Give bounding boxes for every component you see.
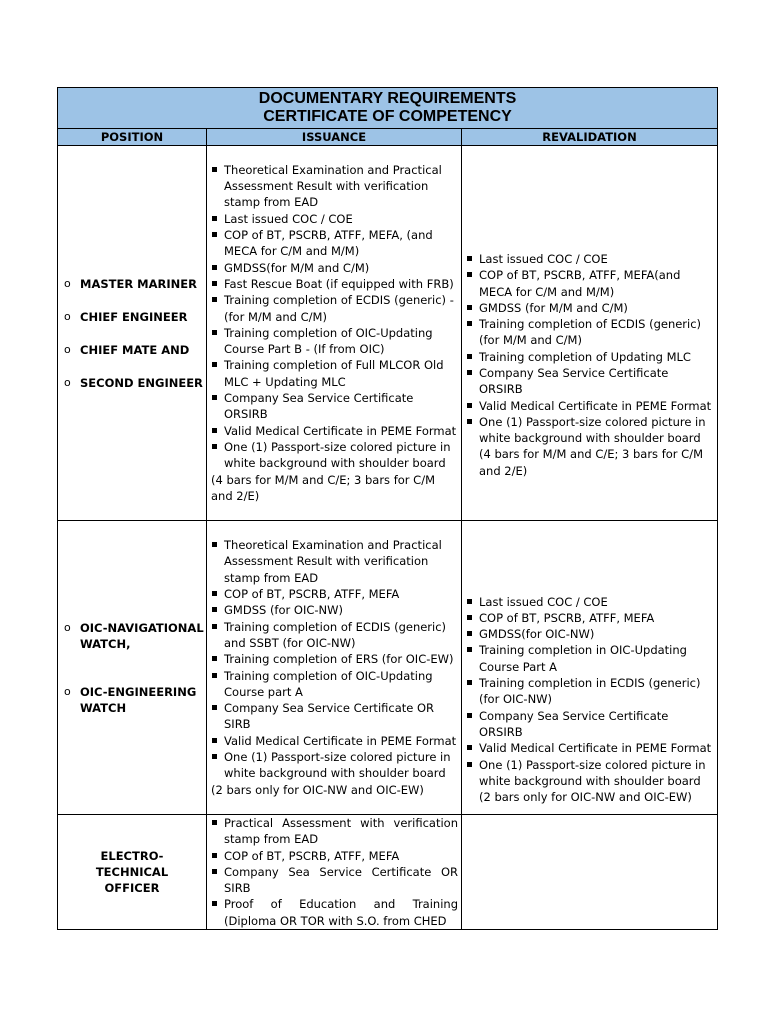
list-item: Company Sea Service Certificate ORSIRB bbox=[466, 365, 714, 398]
list-item: Proof of Education and Training (Diploma OR TOR with S.O. from CHED bbox=[211, 896, 458, 929]
table-row bbox=[58, 146, 718, 521]
list-item: One (1) Passport-size colored picture in white background with shoulder board bbox=[211, 439, 458, 472]
revalidation-list bbox=[462, 530, 717, 806]
list-item: GMDSS (for OIC-NW) bbox=[211, 602, 458, 618]
revalidation-cell bbox=[462, 521, 718, 815]
list-item: Training completion of OIC-Updating Course part A bbox=[211, 668, 458, 701]
list-item: Theoretical Examination and Practical Assessment Result with verification stamp from EAD bbox=[211, 537, 458, 586]
list-item: COP of BT, PSCRB, ATFF, MEFA, (and MECA for C/M and M/M) bbox=[211, 227, 458, 260]
list-item: Company Sea Service Certificate ORSIRB bbox=[211, 390, 458, 423]
list-item: Theoretical Examination and Practical Assessment Result with verification stamp from EAD bbox=[211, 162, 458, 211]
issuance-list bbox=[207, 815, 461, 929]
document-title: DOCUMENTARY REQUIREMENTS bbox=[258, 90, 517, 107]
list-item: Company Sea Service Certificate OR SIRB bbox=[211, 864, 458, 897]
position-item: o CHIEF ENGINEER bbox=[64, 309, 188, 324]
issuance-list bbox=[207, 162, 461, 504]
position-list bbox=[58, 276, 206, 391]
list-item: Training completion in ECDIS (generic) (for OIC-NW) bbox=[466, 675, 714, 708]
list-item: GMDSS (for M/M and C/M) bbox=[466, 300, 714, 316]
position-cell bbox=[58, 815, 207, 930]
list-item: Training completion of Full MLCOR Old MLC + Updating MLC bbox=[211, 357, 458, 390]
list-item: GMDSS(for M/M and C/M) bbox=[211, 260, 458, 276]
table-row bbox=[58, 521, 718, 815]
position-item: o SECOND ENGINEER bbox=[64, 375, 203, 390]
list-item: COP of BT, PSCRB, ATFF, MEFA bbox=[211, 586, 458, 602]
position-cell bbox=[58, 146, 207, 521]
revalidation-cell bbox=[462, 815, 718, 930]
revalidation-cell bbox=[462, 146, 718, 521]
list-item: Valid Medical Certificate in PEME Format bbox=[211, 733, 458, 749]
list-item: Training completion of ECDIS (generic) - (for M/M and C/M) bbox=[211, 292, 458, 325]
list-item: Practical Assessment with verification stamp from EAD bbox=[211, 815, 458, 848]
list-item: Training completion of ECDIS (generic)(for M/M and C/M) bbox=[466, 316, 714, 349]
position-item: o MASTER MARINER bbox=[64, 276, 197, 291]
list-item: Valid Medical Certificate in PEME Format bbox=[466, 740, 714, 756]
position-cell bbox=[58, 521, 207, 815]
list-item: GMDSS(for OIC-NW) bbox=[466, 626, 714, 642]
list-item: Training completion of ECDIS (generic) and SSBT (for OIC-NW) bbox=[211, 619, 458, 652]
header-position: POSITION bbox=[58, 129, 207, 146]
list-item: Training completion of OIC-Updating Course Part B - (If from OIC) bbox=[211, 325, 458, 358]
list-item: Fast Rescue Boat (if equipped with FRB) bbox=[211, 276, 458, 292]
position-item: ELECTRO-TECHNICAL OFFICER bbox=[95, 849, 169, 896]
list-item-note: (2 bars only for OIC-NW and OIC-EW) bbox=[211, 782, 424, 797]
list-item: Last issued COC / COE bbox=[211, 211, 458, 227]
list-item-note: (4 bars for M/M and C/E; 3 bars for C/M and 2/E) bbox=[211, 472, 436, 503]
list-item: Valid Medical Certificate in PEME Format bbox=[466, 398, 714, 414]
list-item: One (1) Passport-size colored picture in white background with shoulder board (4 bars for M/M and C/E; 3 bars for C/M and 2/E) bbox=[466, 414, 714, 479]
requirements-table bbox=[57, 87, 718, 930]
issuance-cell bbox=[207, 146, 462, 521]
list-item: Valid Medical Certificate in PEME Format bbox=[211, 423, 458, 439]
list-item: Last issued COC / COE bbox=[466, 251, 714, 267]
list-item: Training completion of ERS (for OIC-EW) bbox=[211, 651, 458, 667]
revalidation-list bbox=[462, 187, 717, 479]
issuance-list bbox=[207, 537, 461, 798]
list-item: One (1) Passport-size colored picture in white background with shoulder board (2 bars only for OIC-NW and OIC-EW) bbox=[466, 757, 714, 806]
title-cell bbox=[58, 88, 718, 129]
position-item: o OIC-ENGINEERING WATCH bbox=[64, 684, 197, 715]
list-item: COP of BT, PSCRB, ATFF, MEFA(and MECA for C/M and M/M) bbox=[466, 267, 714, 300]
list-item: Training completion of Updating MLC bbox=[466, 349, 714, 365]
issuance-cell bbox=[207, 815, 462, 930]
list-item: Company Sea Service Certificate OR SIRB bbox=[211, 700, 458, 733]
table-row bbox=[58, 815, 718, 930]
list-item: COP of BT, PSCRB, ATFF, MEFA bbox=[211, 848, 458, 864]
list-item: One (1) Passport-size colored picture in white background with shoulder board bbox=[211, 749, 458, 782]
list-item: Last issued COC / COE bbox=[466, 594, 714, 610]
issuance-cell bbox=[207, 521, 462, 815]
list-item: COP of BT, PSCRB, ATFF, MEFA bbox=[466, 610, 714, 626]
document-subtitle: CERTIFICATE OF COMPETENCY bbox=[263, 108, 512, 125]
list-item: Training completion in OIC-Updating Course Part A bbox=[466, 642, 714, 675]
position-item: o OIC-NAVIGATIONAL WATCH, bbox=[64, 620, 204, 651]
header-issuance: ISSUANCE bbox=[207, 129, 462, 146]
header-revalidation: REVALIDATION bbox=[462, 129, 718, 146]
position-item: o CHIEF MATE AND bbox=[64, 342, 190, 357]
position-list bbox=[58, 620, 206, 716]
list-item: Company Sea Service Certificate ORSIRB bbox=[466, 708, 714, 741]
